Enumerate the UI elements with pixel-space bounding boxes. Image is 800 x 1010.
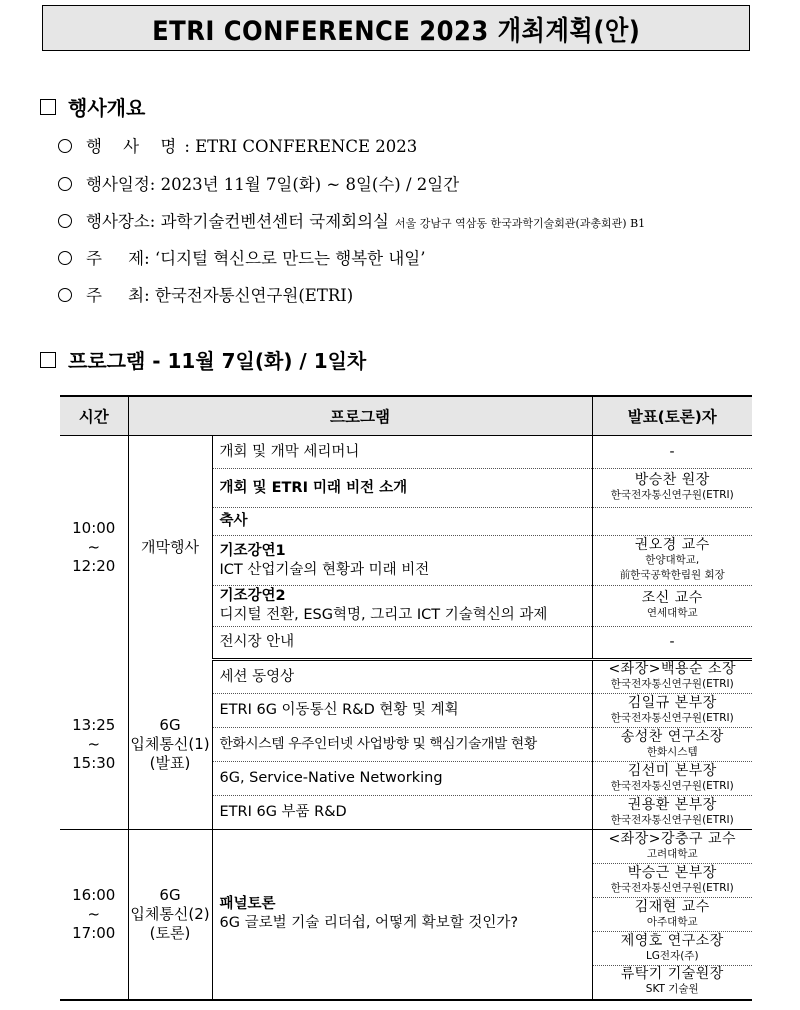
circle-bullet-icon [58,139,72,153]
program-item: 축사 [212,508,592,536]
program-item: 세션 동영상 [212,660,592,694]
program-item: 기조강연1 ICT 산업기술의 현황과 미래 비전 [212,536,592,586]
speaker-cell: 김선미 본부장 한국전자통신연구원(ETRI) [592,762,752,796]
program-item: 기조강연2 디지털 전환, ESG혁명, 그리고 ICT 기술혁신의 과제 [212,586,592,627]
speaker-cell: 방승찬 원장 한국전자통신연구원(ETRI) [592,469,752,508]
overview-item-venue: 행사장소 : 과학기술컨벤션센터 국제회의실 서울 강남구 역삼동 한국과학기술회관(과총회관) B1 [58,208,645,232]
program-item: 6G, Service-Native Networking [212,762,592,796]
program-item: 전시장 안내 [212,627,592,660]
program-item: 패널토론 6G 글로벌 기술 리더쉽, 어떻게 확보할 것인가? [212,830,592,1000]
time-cell: 13:25 ~ 15:30 [60,660,128,830]
speaker-cell: 박승근 본부장 한국전자통신연구원(ETRI) [592,864,752,898]
circle-bullet-icon [58,214,72,228]
program-item: ETRI 6G 부품 R&D [212,796,592,830]
checkbox-square-icon [40,352,56,368]
speaker-cell: 제영호 연구소장 LG전자(주) [592,932,752,966]
session-cell: 6G 입체통신(1) (발표) [128,660,212,830]
speaker-cell: 김일규 본부장 한국전자통신연구원(ETRI) [592,694,752,728]
program-item: 개회 및 ETRI 미래 비전 소개 [212,469,592,508]
speaker-cell: <좌장>백용순 소장 한국전자통신연구원(ETRI) [592,660,752,694]
table-header-row [60,396,752,436]
session-cell: 6G 입체통신(2) (토론) [128,830,212,1000]
overview-item-host: 주 최 : 한국전자통신연구원(ETRI) [58,282,353,306]
overview-item-name: 행 사 명 : ETRI CONFERENCE 2023 [58,133,417,157]
col-header-program: 프로그램 [128,396,592,436]
program-table [60,395,752,1001]
checkbox-square-icon [40,99,56,115]
speaker-cell: - [592,436,752,469]
speaker-cell: 조신 교수 연세대학교 [592,586,752,627]
table-row [60,436,752,469]
speaker-cell [592,508,752,536]
time-cell: 10:00 ~ 12:20 [60,436,128,660]
circle-bullet-icon [58,177,72,191]
time-cell: 16:00 ~ 17:00 [60,830,128,1000]
speaker-cell: 류탁기 기술원장 SKT 기술원 [592,966,752,1000]
col-header-time: 시간 [60,396,128,436]
speaker-cell: 권오경 교수 한양대학교, 前한국공학한림원 회장 [592,536,752,586]
speaker-cell: - [592,627,752,660]
speaker-cell: 권용환 본부장 한국전자통신연구원(ETRI) [592,796,752,830]
circle-bullet-icon [58,251,72,265]
speaker-cell: <좌장>강충구 교수 고려대학교 [592,830,752,864]
overview-heading: 행사개요 [40,92,145,121]
overview-item-theme: 주 제 : ‘디지털 혁신으로 만드는 행복한 내일’ [58,245,425,269]
speaker-cell: 김재현 교수 아주대학교 [592,898,752,932]
overview-item-schedule: 행사일정 : 2023년 11월 7일(화) ~ 8일(수) / 2일간 [58,171,459,195]
program-heading: 프로그램 - 11월 7일(화) / 1일차 [40,345,366,374]
program-item: 개회 및 개막 세리머니 [212,436,592,469]
document-title: ETRI CONFERENCE 2023 개최계획(안) [42,5,750,51]
circle-bullet-icon [58,288,72,302]
program-item: ETRI 6G 이동통신 R&D 현황 및 계획 [212,694,592,728]
col-header-speaker: 발표(토론)자 [592,396,752,436]
session-cell: 개막행사 [128,436,212,660]
speaker-cell: 송성찬 연구소장 한화시스템 [592,728,752,762]
table-row [60,660,752,694]
program-item: 한화시스템 우주인터넷 사업방향 및 핵심기술개발 현황 [212,728,592,762]
table-row [60,830,752,864]
